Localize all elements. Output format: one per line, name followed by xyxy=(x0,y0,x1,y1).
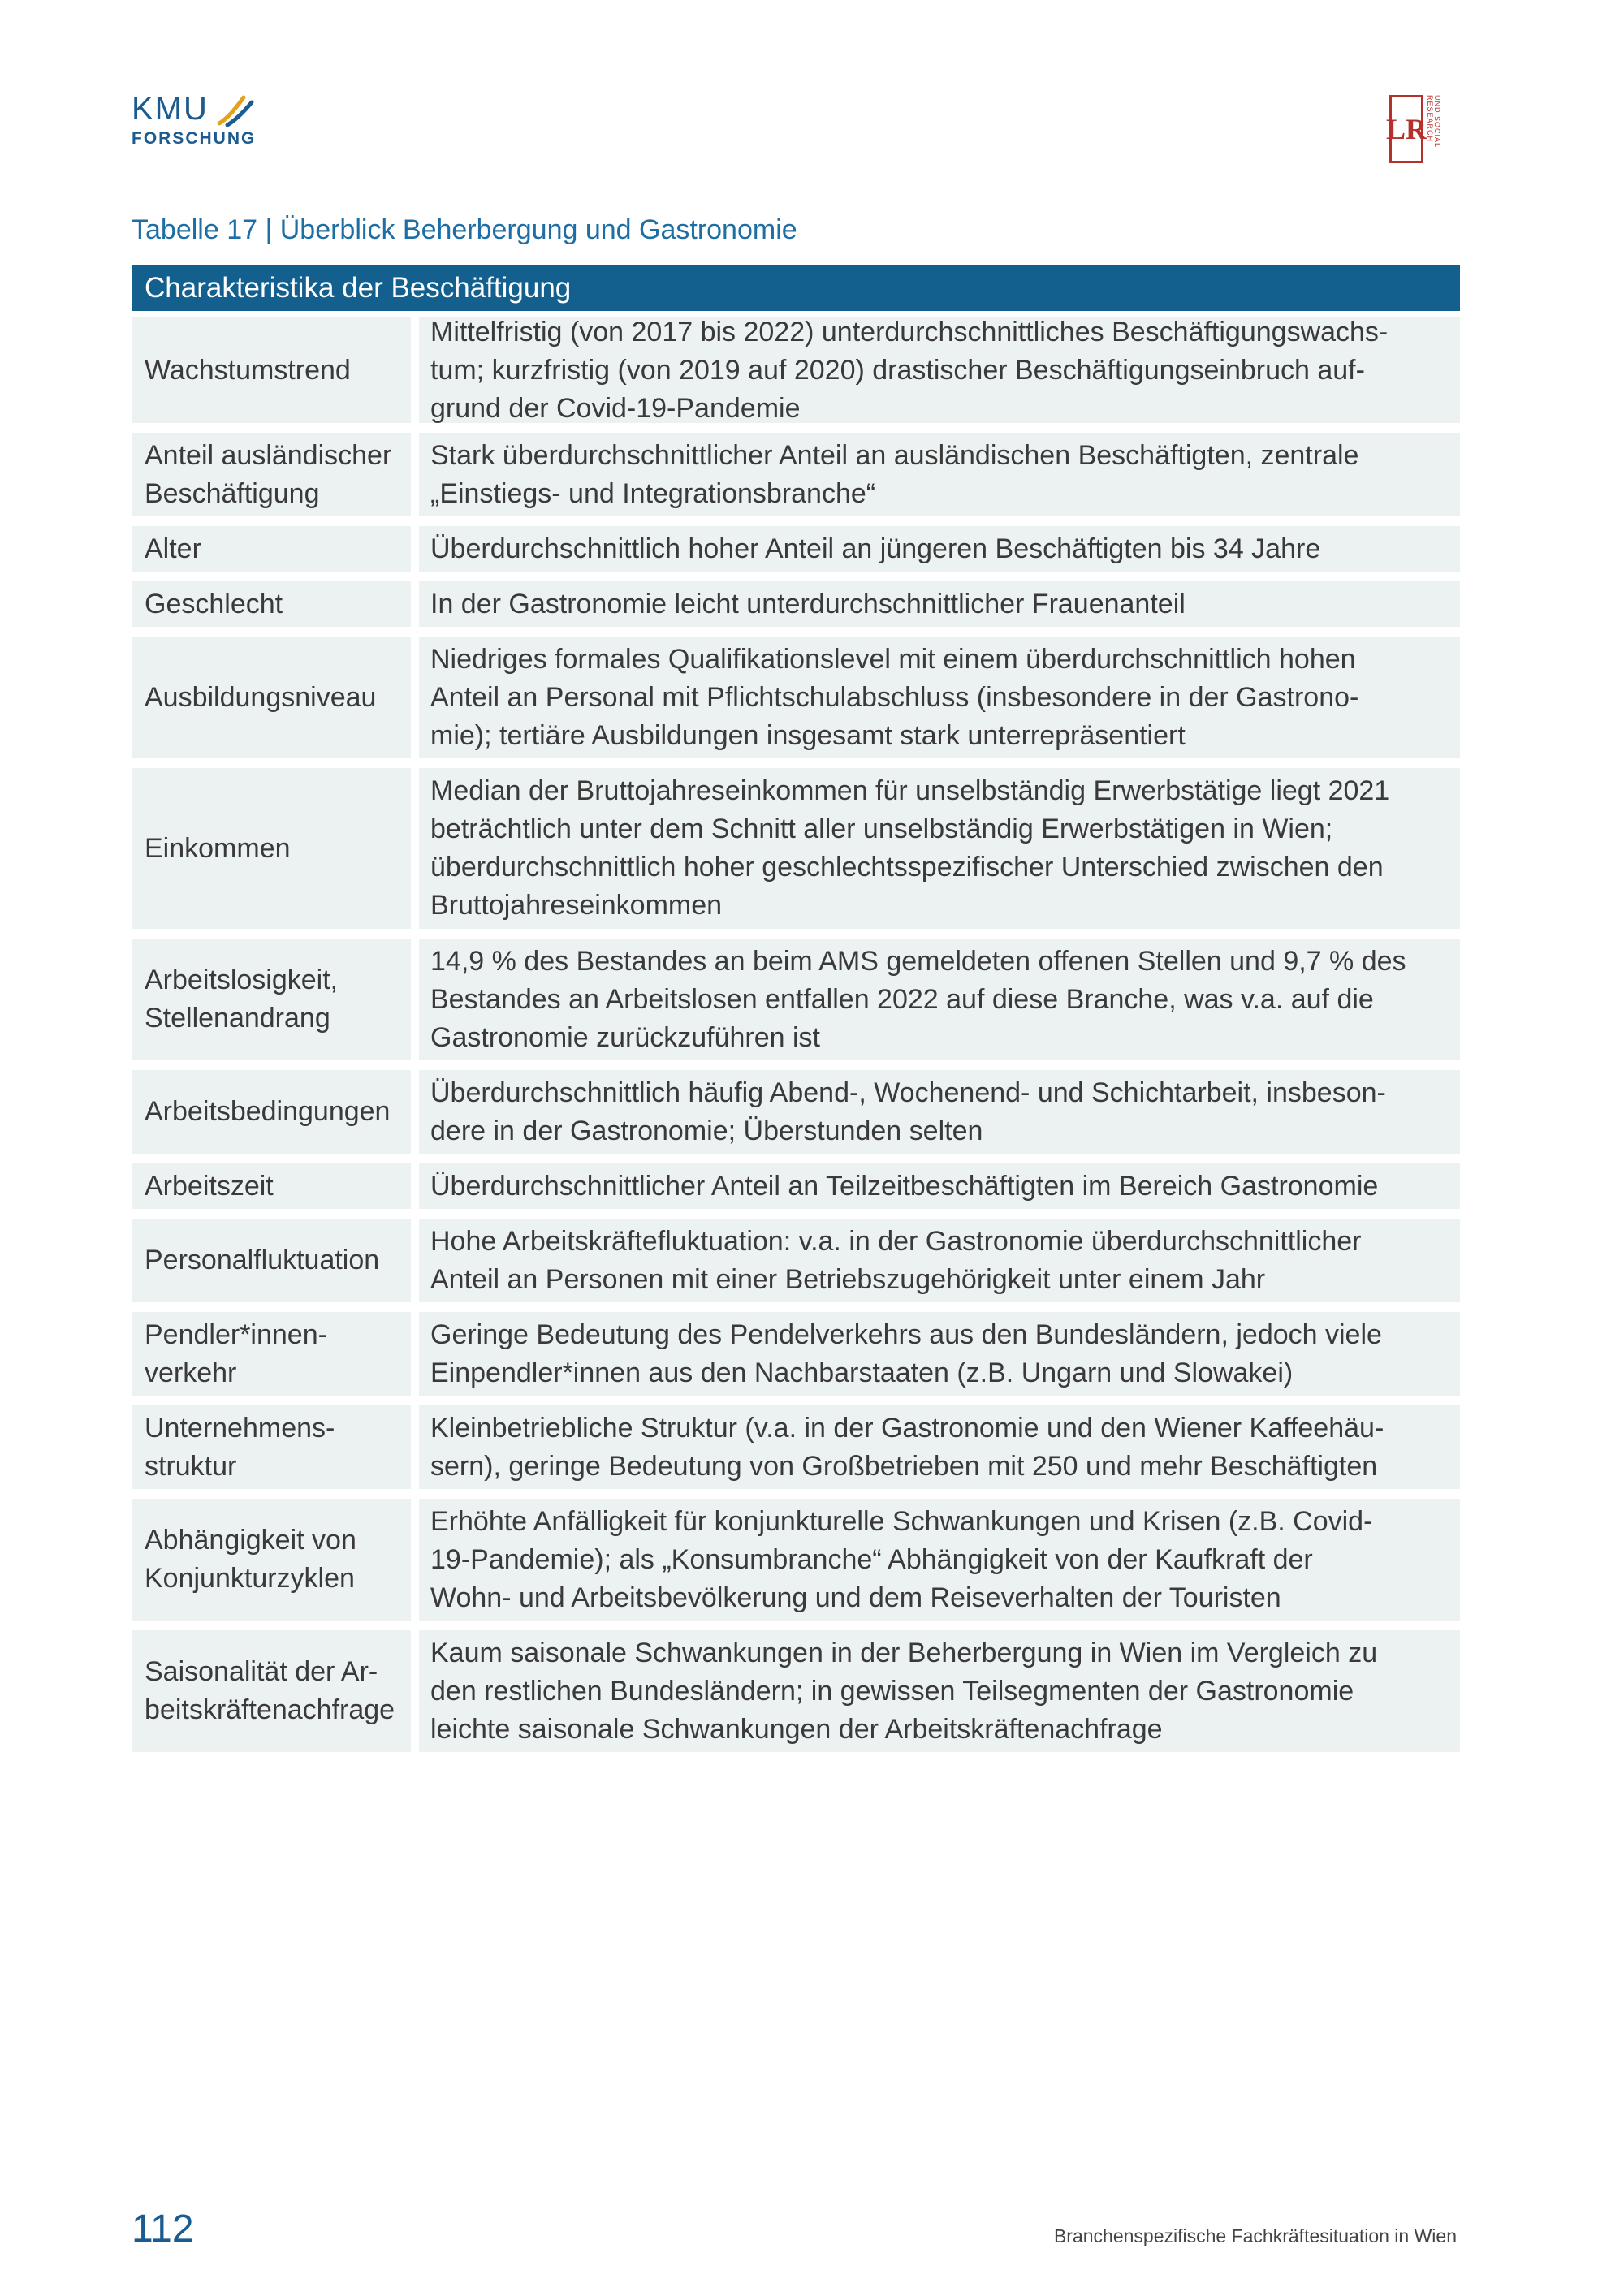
row-description: 14,9 % des Bestandes an beim AMS gemeldeten offenen Stellen und 9,7 % des Bestandes an Arbeitslosen entfallen 2022 auf diese Branche, was v.a. auf die Gastronomie zurückzuführen ist xyxy=(419,939,1460,1060)
row-description: In der Gastronomie leicht unterdurchschnittlicher Frauenanteil xyxy=(419,581,1460,627)
row-label: Arbeitsbedingungen xyxy=(132,1070,411,1154)
row-description: Überdurchschnittlich hoher Anteil an jüngeren Beschäftigten bis 34 Jahre xyxy=(419,526,1460,572)
table-row xyxy=(132,581,1460,627)
row-description: Kaum saisonale Schwankungen in der Beherbergung in Wien im Vergleich zu den restlichen Bundesländern; in gewissen Teilsegmenten der Gastronomie leichte saisonale Schwankungen der Arbeitskräftenachfrage xyxy=(419,1630,1460,1752)
table-row xyxy=(132,526,1460,572)
row-label: Arbeitslosigkeit, Stellenandrang xyxy=(132,939,411,1060)
row-label: Personalfluktuation xyxy=(132,1219,411,1302)
table-row xyxy=(132,939,1460,1060)
table-row xyxy=(132,1630,1460,1752)
table-row xyxy=(132,1163,1460,1209)
row-label: Pendler*innen- verkehr xyxy=(132,1312,411,1396)
table-row xyxy=(132,1405,1460,1489)
row-label: Einkommen xyxy=(132,768,411,929)
row-description: Überdurchschnittlicher Anteil an Teilzeitbeschäftigten im Bereich Gastronomie xyxy=(419,1163,1460,1209)
row-description: Überdurchschnittlich häufig Abend-, Wochenend- und Schichtarbeit, insbeson- dere in der Gastronomie; Überstunden selten xyxy=(419,1070,1460,1154)
row-description: Geringe Bedeutung des Pendelverkehrs aus den Bundesländern, jedoch viele Einpendler*innen aus den Nachbarstaaten (z.B. Ungarn und Slowakei) xyxy=(419,1312,1460,1396)
row-description: Mittelfristig (von 2017 bis 2022) unterdurchschnittliches Beschäftigungswachs- tum; kurzfristig (von 2019 auf 2020) drastischer Beschäftigungseinbruch auf- grund der Covid-19-Pandemie xyxy=(419,317,1460,423)
row-description: Stark überdurchschnittlicher Anteil an ausländischen Beschäftigten, zentrale „Einstiegs- und Integrationsbranche“ xyxy=(419,433,1460,516)
row-description: Niedriges formales Qualifikationslevel mit einem überdurchschnittlich hohen Anteil an Personal mit Pflichtschulabschluss (insbesondere in der Gastrono- mie); tertiäre Ausbildungen insgesamt stark unterrepräsentiert xyxy=(419,637,1460,758)
footer-document-title: Branchenspezifische Fachkräftesituation in Wien xyxy=(1053,2225,1457,2246)
kmu-logo-text: KMU xyxy=(132,91,209,127)
table-row xyxy=(132,637,1460,758)
row-label: Arbeitszeit xyxy=(132,1163,411,1209)
kmu-logo-subtext: FORSCHUNG xyxy=(132,129,257,148)
page-number: 112 xyxy=(132,2208,194,2251)
row-label: Anteil ausländischer Beschäftigung xyxy=(132,433,411,516)
table-row xyxy=(132,1219,1460,1302)
lr-research-logo xyxy=(1386,95,1441,166)
row-label: Wachstumstrend xyxy=(132,317,411,423)
row-label: Alter xyxy=(132,526,411,572)
table-row xyxy=(132,317,1460,423)
row-label: Ausbildungsniveau xyxy=(132,637,411,758)
row-description: Erhöhte Anfälligkeit für konjunkturelle Schwankungen und Krisen (z.B. Covid- 19-Pandemie); als „Konsumbranche“ Abhängigkeit von der Kaufkraft der Wohn- und Arbeitsbevölkerung und dem Reiseverhalten der Touristen xyxy=(419,1499,1460,1621)
row-label: Unternehmens- struktur xyxy=(132,1405,411,1489)
row-description: Hohe Arbeitskräftefluktuation: v.a. in der Gastronomie überdurchschnittlicher Anteil an Personen mit einer Betriebszugehörigkeit unter einem Jahr xyxy=(419,1219,1460,1302)
table-caption: Tabelle 17 | Überblick Beherbergung und Gastronomie xyxy=(132,214,797,245)
row-label: Saisonalität der Ar- beitskräftenachfrage xyxy=(132,1630,411,1752)
kmu-swoosh-icon xyxy=(216,94,255,127)
lr-logo-side-text: UND SOCIAL RESEARCH xyxy=(1426,95,1441,148)
kmu-forschung-logo xyxy=(132,91,257,156)
table-row xyxy=(132,768,1460,929)
table-row xyxy=(132,1070,1460,1154)
characteristics-table xyxy=(132,265,1460,1762)
row-label: Abhängigkeit von Konjunkturzyklen xyxy=(132,1499,411,1621)
table-row xyxy=(132,433,1460,516)
table-row xyxy=(132,1499,1460,1621)
row-label: Geschlecht xyxy=(132,581,411,627)
table-row xyxy=(132,1312,1460,1396)
lr-logo-mark: LR xyxy=(1389,95,1423,163)
row-description: Median der Bruttojahreseinkommen für unselbständig Erwerbstätige liegt 2021 beträchtlich unter dem Schnitt aller unselbständig Erwerbstätigen in Wien; überdurchschnittlich hoher geschlechtsspezifischer Unterschied zwischen den Bruttojahreseinkommen xyxy=(419,768,1460,929)
table-header: Charakteristika der Beschäftigung xyxy=(132,265,1460,311)
row-description: Kleinbetriebliche Struktur (v.a. in der Gastronomie und den Wiener Kaffeehäu- sern), geringe Bedeutung von Großbetrieben mit 250 und mehr Beschäftigten xyxy=(419,1405,1460,1489)
